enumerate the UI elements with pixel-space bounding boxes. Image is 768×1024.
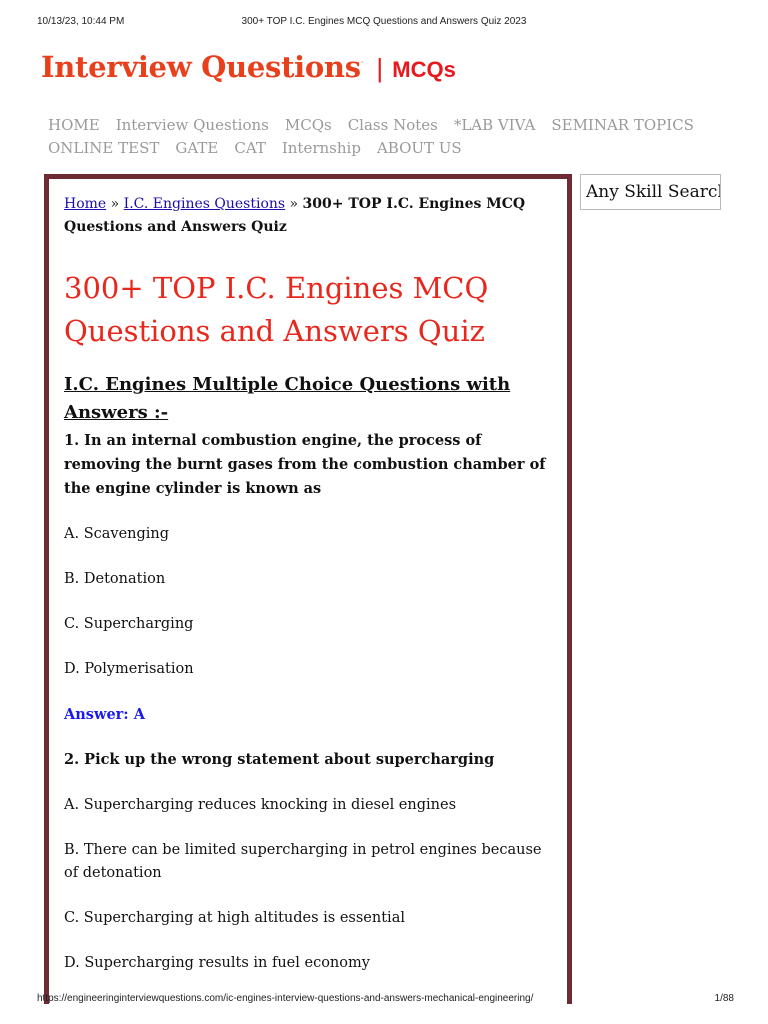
- question-2-text: 2. Pick up the wrong statement about supercharging: [64, 751, 495, 768]
- question-1-option-b: B. Detonation: [64, 571, 166, 587]
- print-footer-url: https://engineeringinterviewquestions.com/ic-engines-interview-questions-and-answers-mechanical-engineering/: [37, 993, 534, 1004]
- content-panel: [44, 174, 572, 1004]
- question-1-option-c: C. Supercharging: [64, 616, 194, 632]
- breadcrumb: [64, 193, 552, 239]
- nav-item-online-test[interactable]: ONLINE TEST: [48, 139, 160, 157]
- question-2-option-b: B. There can be limited supercharging in petrol engines because of detonation: [64, 842, 542, 881]
- nav-item-class-notes[interactable]: Class Notes: [347, 116, 438, 134]
- print-header-datetime: 10/13/23, 10:44 PM: [37, 16, 125, 27]
- print-footer: [0, 993, 768, 1007]
- print-header: [0, 16, 768, 30]
- question-2-option-d: D. Supercharging results in fuel economy: [64, 955, 370, 971]
- breadcrumb-separator: »: [106, 196, 124, 212]
- breadcrumb-home-link[interactable]: Home: [64, 196, 107, 212]
- skill-search-input[interactable]: [586, 182, 721, 202]
- nav-item-lab-viva[interactable]: *LAB VIVA: [453, 116, 536, 134]
- breadcrumb-current: 300+ TOP I.C. Engines MCQ Questions and Answers Quiz: [64, 196, 526, 235]
- nav-item-seminar-topics[interactable]: SEMINAR TOPICS: [551, 116, 694, 134]
- question-1-answer: Answer: A: [64, 706, 145, 723]
- main-nav: [48, 114, 738, 160]
- question-2-option-c: C. Supercharging at high altitudes is essential: [64, 910, 405, 926]
- brand-dot: ·: [360, 58, 364, 67]
- print-footer-page-counter: 1/88: [714, 993, 734, 1004]
- brand-name: Interview Questions: [41, 50, 361, 84]
- question-2-option-a: A. Supercharging reduces knocking in diesel engines: [64, 797, 457, 813]
- nav-item-home[interactable]: HOME: [48, 116, 100, 134]
- question-1-option-d: D. Polymerisation: [64, 661, 194, 677]
- site-logo[interactable]: [41, 50, 456, 90]
- nav-item-interview-questions[interactable]: Interview Questions: [115, 116, 269, 134]
- section-heading: I.C. Engines Multiple Choice Questions with Answers :-: [64, 374, 511, 423]
- nav-item-internship[interactable]: Internship: [281, 139, 361, 157]
- nav-item-about-us[interactable]: ABOUT US: [376, 139, 462, 157]
- skill-search-box: [580, 174, 721, 210]
- nav-item-mcqs[interactable]: MCQs: [284, 116, 332, 134]
- print-header-doc-title: 300+ TOP I.C. Engines MCQ Questions and Answers Quiz 2023: [241, 16, 527, 27]
- breadcrumb-separator: »: [285, 196, 303, 212]
- question-1-text: 1. In an internal combustion engine, the process of removing the burnt gases from the combustion chamber of the engine cylinder is known as: [64, 432, 546, 497]
- question-1-option-a: A. Scavenging: [64, 526, 170, 542]
- brand-suffix: MCQs: [392, 57, 456, 82]
- brand-separator: |: [376, 53, 384, 83]
- nav-item-gate[interactable]: GATE: [175, 139, 219, 157]
- breadcrumb-category-link[interactable]: I.C. Engines Questions: [123, 196, 286, 212]
- page-title: 300+ TOP I.C. Engines MCQ Questions and Answers Quiz: [64, 271, 489, 348]
- nav-item-cat[interactable]: CAT: [234, 139, 266, 157]
